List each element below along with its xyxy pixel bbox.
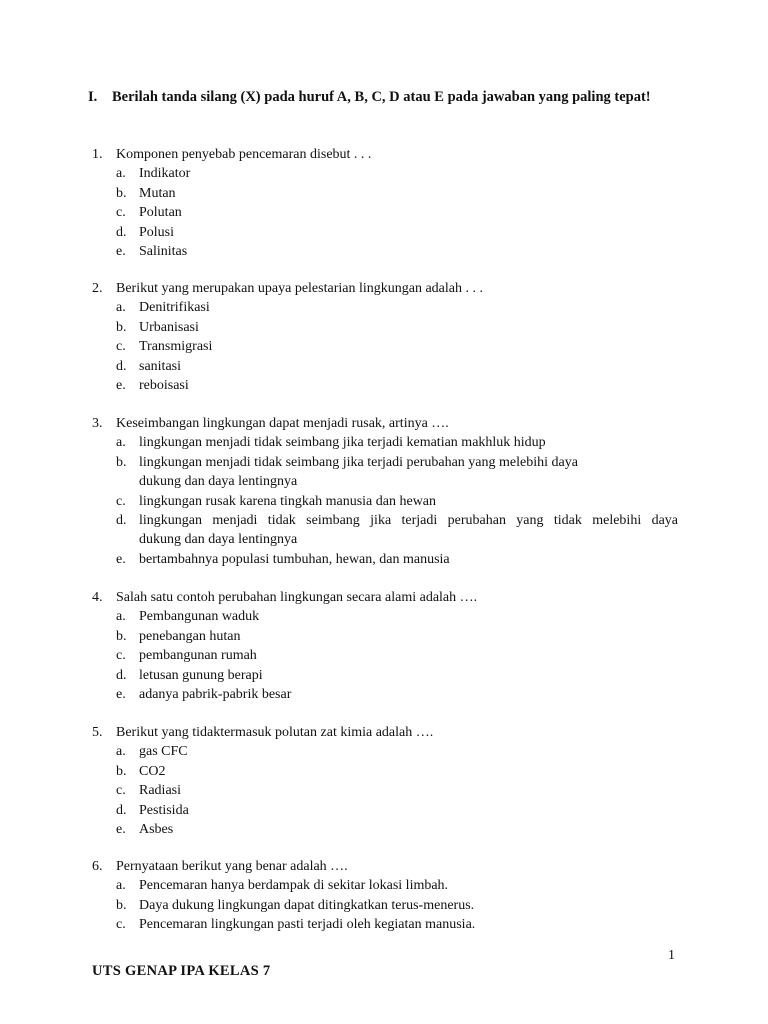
option-text: Radiasi [139,783,181,799]
option-text: pembangunan rumah [139,648,257,664]
option-text: Daya dukung lingkungan dapat ditingkatkan terus-menerus. [139,897,475,913]
option-letter: d. [116,667,127,683]
option-text: Transmigrasi [139,339,213,355]
question-4 [92,588,678,704]
option-letter: c. [116,205,126,221]
option-letter: c. [116,648,126,664]
option-text: Mutan [139,185,176,201]
option-letter: e. [116,551,126,567]
option-letter: e. [116,687,126,703]
option-text: Urbanisasi [139,319,199,335]
option-text: lingkungan menjadi tidak seimbang jika terjadi kematian makhluk hidup [139,435,546,451]
page-number: 1 [668,948,675,963]
section-numeral: I. [88,89,98,105]
option-a [92,876,678,895]
option-text: adanya pabrik-pabrik besar [139,687,292,703]
option-text: Pencemaran hanya berdampak di sekitar lokasi limbah. [139,878,449,894]
option-text-continued: dukung dan daya lentingnya [139,532,298,548]
option-a [92,433,678,452]
section-instruction [88,87,676,107]
instruction-text: Berilah tanda silang (X) pada huruf A, B, C, D atau E pada jawaban yang paling tepat! [112,89,651,105]
option-c [92,781,678,800]
question-text: Pernyataan berikut yang benar adalah …. [116,859,348,874]
option-a [92,742,678,761]
option-text: lingkungan menjadi tidak seimbang jika terjadi perubahan yang tidak melebihi daya [139,513,678,529]
option-letter: a. [116,435,126,451]
option-e [92,376,678,395]
option-b [92,627,678,646]
option-letter: b. [116,185,127,201]
option-e [92,685,678,704]
question-number: 3. [92,416,103,431]
option-d [92,511,678,550]
option-letter: c. [116,493,126,509]
option-text: bertambahnya populasi tumbuhan, hewan, dan manusia [139,551,450,567]
option-d [92,357,678,376]
option-b [92,453,678,492]
option-b [92,896,678,915]
option-letter: d. [116,802,127,818]
option-letter: b. [116,897,127,913]
question-number: 1. [92,147,103,162]
option-text: lingkungan menjadi tidak seimbang jika terjadi perubahan yang melebihi daya [139,454,578,470]
question-6 [92,857,678,935]
option-text: Polusi [139,224,175,240]
page-footer: UTS GENAP IPA KELAS 7 [92,963,271,979]
option-c [92,646,678,665]
option-e [92,242,678,261]
option-b [92,184,678,203]
question-text: Komponen penyebab pencemaran disebut . . . [116,147,372,162]
option-text: Asbes [139,822,174,838]
question-number: 4. [92,590,103,605]
question-2 [92,279,678,395]
option-b [92,762,678,781]
question-1 [92,145,678,261]
option-text: Indikator [139,166,191,182]
option-c [92,203,678,222]
option-d [92,666,678,685]
option-letter: e. [116,822,126,838]
option-text: Pembangunan waduk [139,609,260,625]
question-number: 5. [92,725,103,740]
option-letter: a. [116,878,126,894]
option-d [92,801,678,820]
option-letter: a. [116,300,126,316]
question-5 [92,723,678,839]
option-text: reboisasi [139,378,189,394]
option-letter: d. [116,513,127,529]
question-text: Salah satu contoh perubahan lingkungan secara alami adalah …. [116,590,478,605]
option-text: letusan gunung berapi [139,667,263,683]
option-text: Salinitas [139,244,188,260]
option-letter: c. [116,917,126,933]
option-letter: c. [116,339,126,355]
option-text: Polutan [139,205,182,221]
question-text: Berikut yang tidaktermasuk polutan zat kimia adalah …. [116,725,434,740]
option-a [92,607,678,626]
option-a [92,164,678,183]
question-number: 2. [92,281,103,296]
option-letter: c. [116,783,126,799]
option-a [92,298,678,317]
option-letter: e. [116,244,126,260]
option-letter: d. [116,224,127,240]
option-letter: a. [116,744,126,760]
option-text: Pencemaran lingkungan pasti terjadi oleh kegiatan manusia. [139,917,476,933]
option-text: penebangan hutan [139,628,241,644]
option-e [92,550,678,569]
option-text: lingkungan rusak karena tingkah manusia dan hewan [139,493,437,509]
option-letter: b. [116,763,127,779]
option-letter: d. [116,358,127,374]
option-letter: a. [116,609,126,625]
option-text: gas CFC [139,744,188,760]
question-number: 6. [92,859,103,874]
question-text: Keseimbangan lingkungan dapat menjadi rusak, artinya …. [116,416,449,431]
option-text: CO2 [139,763,166,779]
question-3 [92,414,678,569]
option-c [92,915,678,934]
option-text: Denitrifikasi [139,300,210,316]
option-letter: a. [116,166,126,182]
option-d [92,223,678,242]
option-e [92,820,678,839]
option-text: Pestisida [139,802,189,818]
option-b [92,318,678,337]
option-text: sanitasi [139,358,181,374]
option-c [92,337,678,356]
option-c [92,492,678,511]
option-letter: b. [116,319,127,335]
option-text-continued: dukung dan daya lentingnya [139,474,298,490]
option-letter: e. [116,378,126,394]
question-text: Berikut yang merupakan upaya pelestarian lingkungan adalah . . . [116,281,483,296]
option-letter: b. [116,454,127,470]
option-letter: b. [116,628,127,644]
